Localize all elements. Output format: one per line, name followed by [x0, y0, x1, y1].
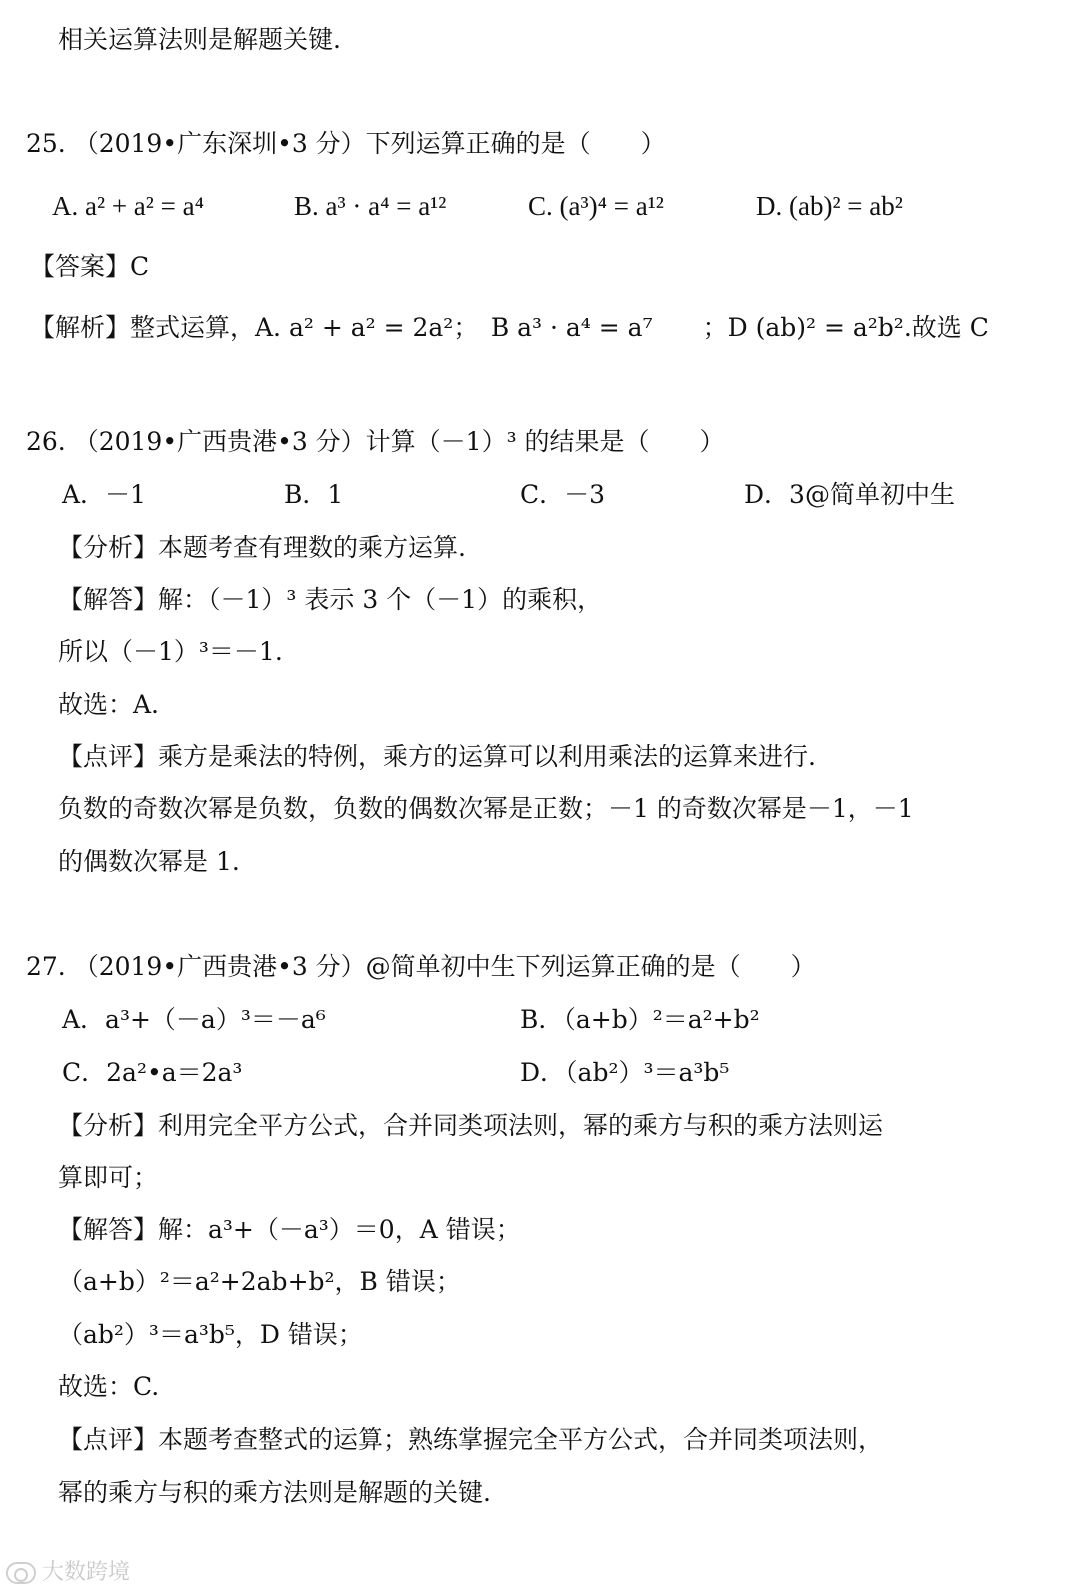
q26-option-c: C．－3 — [520, 480, 606, 509]
q25-answer: 【答案】C — [30, 252, 150, 281]
q26-comment-line-3: 的偶数次幂是 1. — [58, 847, 240, 876]
q27-analysis-line-2: 算即可； — [58, 1163, 159, 1192]
q26-solution-line-2: 所以（－1）³＝－1. — [58, 637, 283, 666]
q27-option-b: B．（a+b）²＝a²+b² — [520, 1005, 760, 1034]
q26-analysis: 【分析】本题考查有理数的乘方运算. — [58, 533, 466, 562]
q25-stem: 25. （2019•广东深圳•3 分）下列运算正确的是（ ） — [26, 129, 666, 158]
q26-option-b: B．1 — [284, 480, 344, 509]
q25-option-d: D. (ab)² = ab² — [756, 191, 903, 221]
q26-option-d: D．3@简单初中生 — [744, 480, 955, 509]
q26-solution-line-1: 【解答】解：（－1）³ 表示 3 个（－1）的乘积， — [58, 585, 603, 614]
q26-option-a: A．－1 — [62, 480, 146, 509]
q27-option-c: C．2a²•a＝2a³ — [62, 1058, 243, 1087]
q27-solution-line-1: 【解答】解：a³+（－a³）＝0，A 错误； — [58, 1215, 521, 1244]
q25-option-b: B. a³ · a⁴ = a¹² — [294, 191, 447, 221]
intro-line: 相关运算法则是解题关键. — [58, 25, 341, 54]
q27-option-a: A．a³+（－a）³＝－a⁶ — [62, 1005, 326, 1034]
q26-comment-line-2: 负数的奇数次幂是负数，负数的偶数次幂是正数；－1 的奇数次幂是－1，－1 — [58, 794, 914, 823]
q27-solution-line-4: 故选：C. — [58, 1372, 160, 1401]
q27-comment-line-1: 【点评】本题考查整式的运算；熟练掌握完全平方公式，合并同类项法则， — [58, 1425, 884, 1454]
q27-analysis-line-1: 【分析】利用完全平方公式，合并同类项法则，幂的乘方与积的乘方法则运 — [58, 1111, 884, 1140]
q27-solution-line-2: （a+b）²＝a²+2ab+b²，B 错误； — [58, 1267, 461, 1296]
q25-option-c: C. (a³)⁴ = a¹² — [528, 191, 664, 221]
q27-solution-line-3: （ab²）³＝a³b⁵，D 错误； — [58, 1320, 363, 1349]
watermark-text: 大数跨境 — [42, 1560, 131, 1585]
q26-stem: 26. （2019•广西贵港•3 分）计算（－1）³ 的结果是（ ） — [26, 427, 725, 456]
q25-analysis: 【解析】整式运算，A. a² + a² = 2a²； B a³ · a⁴ = a⁷ ；D (ab)² = a²b².故选 C — [30, 313, 989, 342]
watermark — [6, 1560, 130, 1586]
q27-comment-line-2: 幂的乘方与积的乘方法则是解题的关键. — [58, 1478, 491, 1507]
q26-comment-line-1: 【点评】乘方是乘法的特例，乘方的运算可以利用乘法的运算来进行. — [58, 742, 816, 771]
q26-solution-line-3: 故选：A. — [58, 690, 160, 719]
watermark-logo-icon — [6, 1562, 36, 1584]
q25-option-a: A. a² + a² = a⁴ — [52, 191, 205, 221]
q27-option-d: D．（ab²）³＝a³b⁵ — [520, 1058, 730, 1087]
q27-stem: 27. （2019•广西贵港•3 分）@简单初中生下列运算正确的是（ ） — [26, 952, 816, 981]
